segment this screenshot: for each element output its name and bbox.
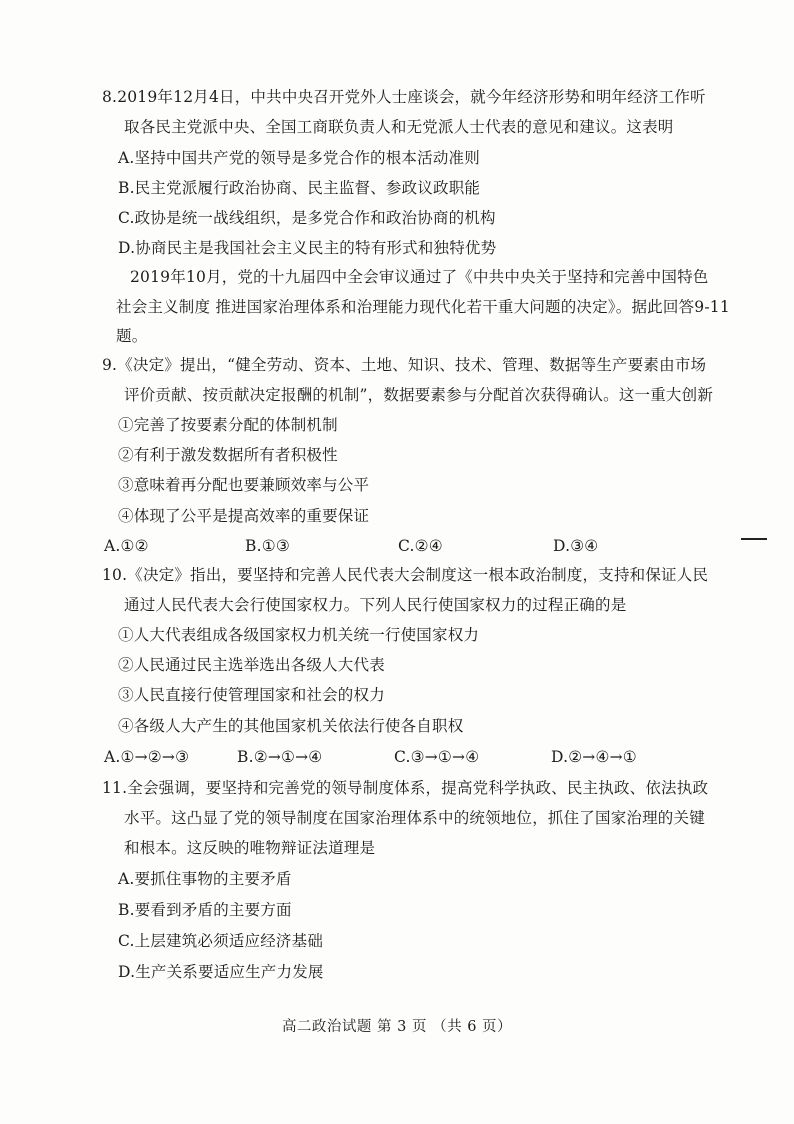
q8-option-c: C.政协是统一战线组织，是多党合作和政治协商的机构: [118, 209, 496, 227]
intro-line-3: 题。: [116, 327, 148, 345]
q10-choice-a: A.①→②→③: [104, 748, 190, 766]
q10-item-2: ②人民通过民主选举选出各级人大代表: [118, 656, 385, 674]
q9-choice-b: B.①③: [245, 537, 290, 555]
q11-option-a: A.要抓住事物的主要矛盾: [118, 870, 292, 888]
margin-mark: [741, 538, 767, 540]
q11-stem-line-1: 11.全会强调，要坚持和完善党的领导制度体系，提高党科学执政、民主执政、依法执政: [102, 779, 709, 797]
q10-item-4: ④各级人大产生的其他国家机关依法行使各自职权: [118, 717, 464, 735]
q10-stem-line-2: 通过人民代表大会行使国家权力。下列人民行使国家权力的过程正确的是: [124, 596, 627, 614]
q9-stem-line-2: 评价贡献、按贡献决定报酬的机制”，数据要素参与分配首次获得确认。这一重大创新: [124, 386, 714, 404]
q8-option-b: B.民主党派履行政治协商、民主监督、参政议政职能: [118, 179, 481, 197]
q9-item-2: ②有利于激发数据所有者积极性: [118, 446, 338, 464]
q9-choice-a: A.①②: [104, 537, 149, 555]
intro-line-2: 社会主义制度 推进国家治理体系和治理能力现代化若干重大问题的决定》。据此回答9-11: [116, 298, 730, 316]
q10-choice-c: C.③→①→④: [394, 748, 480, 766]
intro-line-1: 2019年10月，党的十九届四中全会审议通过了《中共中央关于坚持和完善中国特色: [130, 268, 709, 286]
q9-stem-line-1: 9.《决定》提出，“健全劳动、资本、土地、知识、技术、管理、数据等生产要素由市场: [102, 356, 707, 374]
q11-stem-line-2: 水平。这凸显了党的领导制度在国家治理体系中的统领地位，抓住了国家治理的关键: [124, 809, 705, 827]
q11-option-b: B.要看到矛盾的主要方面: [118, 901, 292, 919]
q10-item-1: ①人大代表组成各级国家权力机关统一行使国家权力: [118, 626, 480, 644]
q8-stem-line-2: 取各民主党派中央、全国工商联负责人和无党派人士代表的意见和建议。这表明: [124, 118, 674, 136]
q11-stem-line-3: 和根本。这反映的唯物辩证法道理是: [124, 839, 376, 857]
q10-choice-d: D.②→④→①: [551, 748, 637, 766]
q10-item-3: ③人民直接行使管理国家和社会的权力: [118, 686, 385, 704]
q11-option-c: C.上层建筑必须适应经济基础: [118, 932, 324, 950]
q9-item-4: ④体现了公平是提高效率的重要保证: [118, 507, 370, 525]
q10-stem-line-1: 10.《决定》指出，要坚持和完善人民代表大会制度这一根本政治制度，支持和保证人民: [102, 566, 709, 584]
page-footer: 高二政治试题 第 3 页 （共 6 页）: [281, 1019, 513, 1035]
q9-choice-d: D.③④: [553, 537, 599, 555]
q8-option-a: A.坚持中国共产党的领导是多党合作的根本活动准则: [118, 149, 480, 167]
q9-choice-c: C.②④: [398, 537, 443, 555]
q10-choice-b: B.②→①→④: [237, 748, 323, 766]
q11-option-d: D.生产关系要适应生产力发展: [118, 963, 324, 981]
q9-item-1: ①完善了按要素分配的体制机制: [118, 416, 338, 434]
q9-item-3: ③意味着再分配也要兼顾效率与公平: [118, 476, 370, 494]
q8-option-d: D.协商民主是我国社会主义民主的特有形式和独特优势: [118, 239, 497, 257]
q8-stem-line-1: 8.2019年12月4日，中共中央召开党外人士座谈会，就今年经济形势和明年经济工作听: [102, 88, 706, 106]
